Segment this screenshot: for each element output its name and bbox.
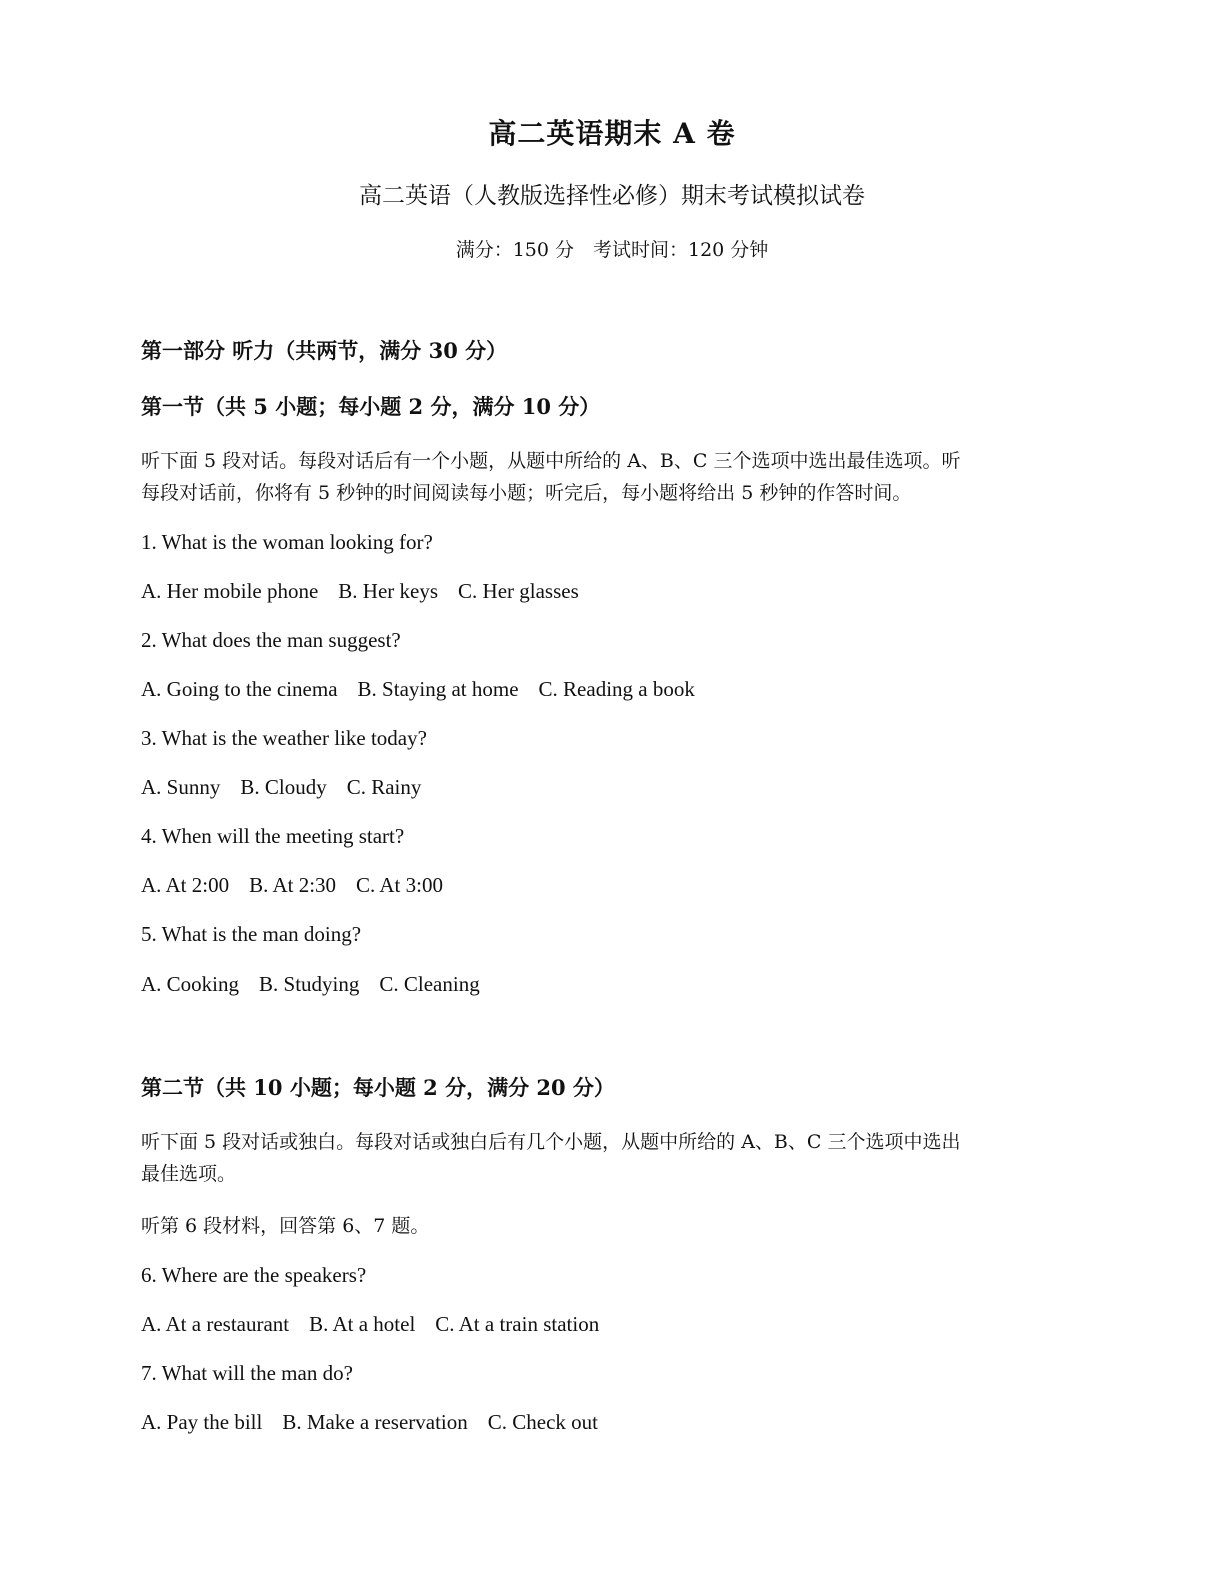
question-2-options bbox=[141, 677, 715, 702]
question-1-option-a: A. Her mobile phone bbox=[141, 579, 319, 603]
question-4-option-b: B. At 2:30 bbox=[249, 873, 337, 897]
question-6-option-c: C. At a train station bbox=[435, 1312, 600, 1336]
question-7-option-b: B. Make a reservation bbox=[282, 1410, 468, 1434]
document-subtitle: 高二英语（人教版选择性必修）期末考试模拟试卷 bbox=[359, 183, 865, 209]
question-4: 4. When will the meeting start? bbox=[141, 824, 405, 848]
part1-heading: 第一部分 听力（共两节，满分 30 分） bbox=[141, 338, 508, 363]
question-3-option-b: B. Cloudy bbox=[240, 775, 327, 799]
question-7-options bbox=[141, 1410, 618, 1435]
section2-instruction-line1: 听下面 5 段对话或独白。每段对话或独白后有几个小题，从题中所给的 A、B、C 三个选项中选出 bbox=[141, 1131, 961, 1153]
question-5-option-a: A. Cooking bbox=[141, 972, 240, 996]
question-7: 7. What will the man do? bbox=[141, 1361, 353, 1385]
question-2: 2. What does the man suggest? bbox=[141, 628, 401, 652]
section1-instruction-line1: 听下面 5 段对话。每段对话后有一个小题，从题中所给的 A、B、C 三个选项中选出最佳选项。听 bbox=[141, 450, 961, 472]
question-6-option-a: A. At a restaurant bbox=[141, 1312, 290, 1336]
question-3-options bbox=[141, 775, 441, 800]
exam-meta: 满分：150 分 考试时间：120 分钟 bbox=[455, 239, 769, 261]
question-3: 3. What is the weather like today? bbox=[141, 726, 427, 750]
question-3-option-a: A. Sunny bbox=[141, 775, 221, 799]
question-6: 6. Where are the speakers? bbox=[141, 1263, 367, 1287]
section2-instruction-line2: 最佳选项。 bbox=[141, 1163, 237, 1185]
question-7-option-a: A. Pay the bill bbox=[141, 1410, 263, 1434]
question-5-option-c: C. Cleaning bbox=[379, 972, 480, 996]
section1-instruction-line2: 每段对话前，你将有 5 秒钟的时间阅读每小题；听完后，每小题将给出 5 秒钟的作答时间。 bbox=[141, 482, 912, 504]
question-7-option-c: C. Check out bbox=[487, 1410, 599, 1434]
question-2-option-b: B. Staying at home bbox=[357, 677, 519, 701]
question-3-option-c: C. Rainy bbox=[346, 775, 422, 799]
question-2-option-c: C. Reading a book bbox=[538, 677, 695, 701]
question-1-option-b: B. Her keys bbox=[338, 579, 439, 603]
document-title: 高二英语期末 A 卷 bbox=[488, 117, 736, 150]
question-2-option-a: A. Going to the cinema bbox=[141, 677, 338, 701]
question-4-option-c: C. At 3:00 bbox=[356, 873, 443, 897]
question-1: 1. What is the woman looking for? bbox=[141, 530, 433, 554]
question-5: 5. What is the man doing? bbox=[141, 922, 362, 946]
question-4-options bbox=[141, 873, 463, 898]
section1-heading: 第一节（共 5 小题；每小题 2 分，满分 10 分） bbox=[141, 394, 601, 419]
section2-heading: 第二节（共 10 小题；每小题 2 分，满分 20 分） bbox=[141, 1075, 615, 1100]
material-note: 听第 6 段材料，回答第 6、7 题。 bbox=[141, 1215, 430, 1237]
question-6-options bbox=[141, 1312, 619, 1337]
question-1-option-c: C. Her glasses bbox=[458, 579, 579, 603]
question-1-options bbox=[141, 579, 599, 604]
question-4-option-a: A. At 2:00 bbox=[141, 873, 230, 897]
question-5-options bbox=[141, 972, 500, 997]
question-6-option-b: B. At a hotel bbox=[309, 1312, 416, 1336]
question-5-option-b: B. Studying bbox=[259, 972, 360, 996]
